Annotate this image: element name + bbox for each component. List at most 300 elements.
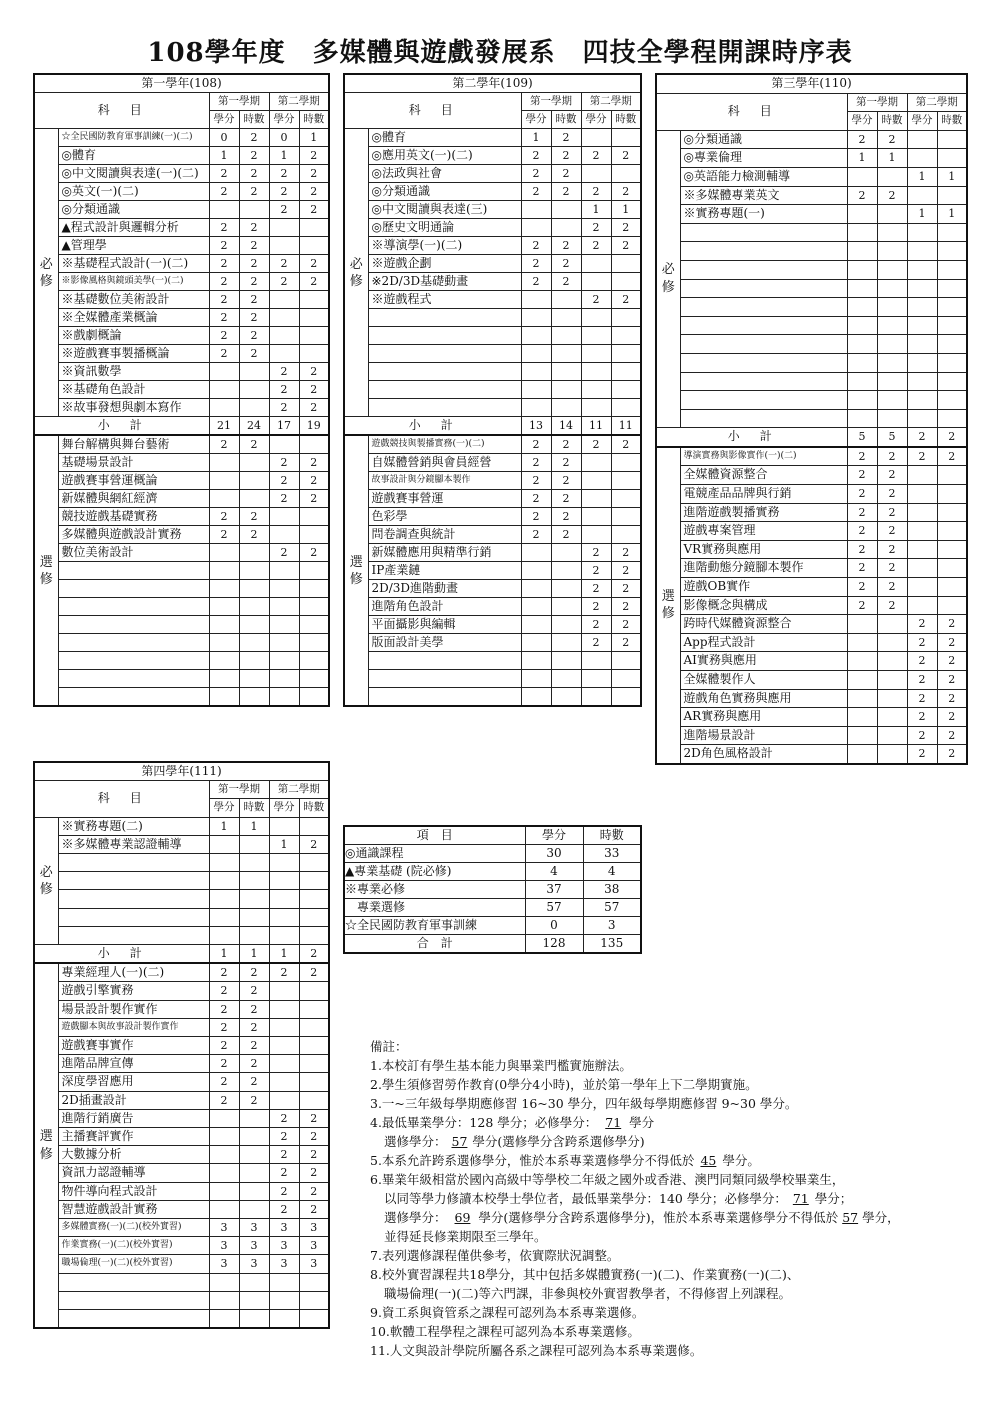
course-name: ◎應用英文(一)(二) [368, 147, 521, 165]
course-name: 遊戲專案管理 [680, 522, 847, 541]
course-value: 1 [521, 129, 551, 147]
course-row [34, 219, 329, 237]
course-value [269, 926, 299, 944]
course-value [299, 1273, 329, 1291]
course-value: 2 [847, 559, 877, 578]
course-value [551, 652, 581, 670]
course-value [611, 309, 641, 327]
course-value: 2 [521, 472, 551, 490]
summary-credit: 30 [525, 845, 583, 863]
course-name: 版面設計美學 [368, 634, 521, 652]
course-value: 2 [847, 130, 877, 149]
course-value [521, 201, 551, 219]
course-value: 2 [209, 1055, 239, 1073]
course-value: 2 [907, 689, 937, 708]
course-name: ◎體育 [58, 147, 209, 165]
course-name: IP產業鏈 [368, 562, 521, 580]
year-label: 第一學年(108) [34, 74, 329, 93]
course-row [656, 149, 967, 168]
course-value [847, 279, 877, 298]
semester-2-header: 第二學期 [269, 781, 329, 799]
course-value [269, 327, 299, 345]
course-value [299, 890, 329, 908]
course-value: 2 [239, 183, 269, 201]
course-value: 2 [209, 963, 239, 982]
course-row [344, 652, 641, 670]
course-row [34, 1036, 329, 1054]
course-value: 2 [581, 147, 611, 165]
course-row [344, 508, 641, 526]
course-value [269, 291, 299, 309]
course-row [656, 633, 967, 652]
course-value [239, 490, 269, 508]
course-value: 2 [611, 183, 641, 201]
course-row [34, 580, 329, 598]
course-name: ※遊戲賽事製播概論 [58, 345, 209, 363]
summary-total-label: 合 計 [344, 935, 525, 954]
course-row [656, 540, 967, 559]
course-value [611, 129, 641, 147]
course-value [907, 559, 937, 578]
course-name: ◎專業倫理 [680, 149, 847, 168]
course-name [680, 279, 847, 298]
course-name [680, 316, 847, 335]
course-name: ☆全民國防教育軍事訓練(一)(二) [58, 129, 209, 147]
summary-row [344, 845, 641, 863]
course-value [581, 309, 611, 327]
course-value: 2 [269, 165, 299, 183]
note-6: 6.畢業年級相當於國內高級中等學校二年級之國外或香港、澳門同類同級學校畢業生， [370, 1172, 845, 1187]
course-row [34, 835, 329, 853]
course-row [34, 1073, 329, 1091]
course-value [269, 652, 299, 670]
course-value [521, 381, 551, 399]
summary-total-hours: 135 [583, 935, 641, 954]
course-name [680, 372, 847, 391]
course-value [551, 219, 581, 237]
course-value: 2 [239, 219, 269, 237]
course-name [58, 926, 209, 944]
course-value [521, 652, 551, 670]
course-value [299, 872, 329, 890]
subtotal-label: 小 計 [344, 417, 521, 436]
course-row [344, 688, 641, 707]
course-name: 色彩學 [368, 508, 521, 526]
course-row [344, 616, 641, 634]
summary-item: 專業選修 [344, 899, 525, 917]
course-value [581, 381, 611, 399]
note-5 [370, 1151, 980, 1170]
course-name: ◎中文閱讀與表達(三) [368, 201, 521, 219]
course-row [656, 726, 967, 745]
course-value [581, 345, 611, 363]
course-row [656, 409, 967, 428]
semester-1-header: 第一學期 [521, 93, 581, 111]
summary-total-row [344, 935, 641, 954]
course-value [611, 327, 641, 345]
course-row [344, 381, 641, 399]
course-name: 遊戲腳本與故事設計製作實作 [58, 1018, 209, 1036]
subtotal-value: 11 [581, 417, 611, 436]
semester-2-hours-header: 時數 [937, 112, 967, 131]
course-value [299, 1291, 329, 1309]
course-value [209, 616, 239, 634]
course-name: ◎英語能力檢測輔導 [680, 167, 847, 186]
notes-title: 備註： [370, 1039, 408, 1054]
course-value [269, 580, 299, 598]
course-value [847, 409, 877, 428]
course-row [656, 279, 967, 298]
semester-2-credit-header: 學分 [269, 799, 299, 817]
course-value [209, 1182, 239, 1200]
course-value [611, 381, 641, 399]
course-row [34, 345, 329, 363]
course-value [847, 615, 877, 634]
course-name [680, 242, 847, 261]
course-row [34, 1164, 329, 1182]
course-value: 2 [611, 147, 641, 165]
notes [370, 1037, 980, 1360]
course-name: VR實務與應用 [680, 540, 847, 559]
course-row [34, 1219, 329, 1237]
subtotal-value: 2 [907, 428, 937, 447]
course-value: 2 [299, 1127, 329, 1145]
course-name: ※2D/3D基礎動畫 [368, 273, 521, 291]
note-6-text-b: 以同等學力修讀本校學士學位者，最低畢業學分：140 學分；必修學分： [384, 1191, 787, 1206]
course-name [368, 363, 521, 381]
course-value [299, 982, 329, 1000]
course-value: 2 [209, 165, 239, 183]
note-4-text: 4.最低畢業學分：128 學分；必修學分： [370, 1115, 598, 1130]
course-name [368, 327, 521, 345]
course-name [680, 335, 847, 354]
course-name [368, 688, 521, 707]
summary-total-credit: 128 [525, 935, 583, 954]
course-value: 2 [239, 526, 269, 544]
course-value [269, 1018, 299, 1036]
course-name: ▲管理學 [58, 237, 209, 255]
course-row [656, 689, 967, 708]
course-name: ◎歷史文明通論 [368, 219, 521, 237]
course-value: 3 [209, 1219, 239, 1237]
year2-table [343, 73, 642, 707]
course-value [299, 508, 329, 526]
course-value [239, 1127, 269, 1145]
course-value [239, 1309, 269, 1328]
semester-1-header: 第一學期 [847, 93, 907, 112]
course-row [344, 219, 641, 237]
course-row [656, 298, 967, 317]
course-value [937, 578, 967, 597]
course-value: 3 [269, 1219, 299, 1237]
course-name: ※遊戲企劃 [368, 255, 521, 273]
course-value [581, 327, 611, 345]
course-name: 數位美術設計 [58, 544, 209, 562]
course-value [611, 399, 641, 417]
course-value [877, 223, 907, 242]
course-value [551, 201, 581, 219]
course-value [611, 508, 641, 526]
course-value: 2 [239, 508, 269, 526]
course-name: 進階行銷廣告 [58, 1109, 209, 1127]
course-value [847, 298, 877, 317]
course-row [34, 544, 329, 562]
subtotal-value: 2 [937, 428, 967, 447]
course-value: 2 [551, 472, 581, 490]
course-value [269, 890, 299, 908]
note-4-text-c: 選修學分： [384, 1134, 447, 1149]
subject-header: 科 目 [344, 93, 521, 129]
course-value [907, 260, 937, 279]
course-row [656, 447, 967, 466]
course-name: 進階角色設計 [368, 598, 521, 616]
note-6-line-3 [370, 1208, 980, 1227]
course-value: 2 [209, 1036, 239, 1054]
course-value: 2 [937, 652, 967, 671]
course-value: 2 [299, 165, 329, 183]
course-row [34, 309, 329, 327]
course-value: 2 [877, 559, 907, 578]
course-row [34, 817, 329, 835]
subtotal-value: 13 [521, 417, 551, 436]
course-name: ◎分類通識 [680, 130, 847, 149]
note-9: 9.資工系與資管系之課程可認列為本系專業選修。 [370, 1305, 645, 1320]
course-value [239, 652, 269, 670]
course-value: 2 [521, 255, 551, 273]
course-value [581, 363, 611, 381]
note-4-text-b: 學分 [629, 1115, 655, 1130]
semester-2-credit-header: 學分 [581, 111, 611, 129]
course-name [58, 890, 209, 908]
course-name [58, 1273, 209, 1291]
course-row [656, 223, 967, 242]
course-row [34, 963, 329, 982]
course-value [581, 526, 611, 544]
semester-1-hours-header: 時數 [239, 111, 269, 129]
course-value [877, 633, 907, 652]
course-value [551, 363, 581, 381]
course-value: 2 [299, 490, 329, 508]
course-name: ◎分類通識 [58, 201, 209, 219]
course-value [239, 1146, 269, 1164]
course-value [239, 562, 269, 580]
course-value: 2 [937, 615, 967, 634]
course-row [34, 1255, 329, 1273]
course-value [877, 726, 907, 745]
required-label: 必修 [34, 817, 58, 944]
subject-header: 科 目 [34, 93, 209, 129]
note-1: 1.本校訂有學生基本能力與畢業門檻實施辦法。 [370, 1058, 632, 1073]
course-row [344, 183, 641, 201]
course-name: 新媒體與網紅經濟 [58, 490, 209, 508]
course-value [521, 291, 551, 309]
note-4-elective-credits: 57 [451, 1134, 468, 1149]
course-name: 深度學習應用 [58, 1073, 209, 1091]
course-row [34, 129, 329, 147]
course-value [269, 872, 299, 890]
course-value: 2 [239, 982, 269, 1000]
course-name: 故事設計與分鏡腳本製作 [368, 472, 521, 490]
course-value [907, 522, 937, 541]
summary-row [344, 917, 641, 935]
summary-item: ☆全民國防教育軍事訓練 [344, 917, 525, 935]
course-value [847, 708, 877, 727]
course-value [907, 466, 937, 485]
course-value: 1 [877, 149, 907, 168]
course-value: 2 [239, 255, 269, 273]
course-value: 2 [299, 201, 329, 219]
course-row [656, 167, 967, 186]
course-value: 0 [209, 129, 239, 147]
elective-label: 選修 [656, 447, 680, 764]
course-row [34, 652, 329, 670]
course-value [299, 854, 329, 872]
course-row [344, 544, 641, 562]
course-value: 2 [209, 273, 239, 291]
course-value [937, 335, 967, 354]
course-row [344, 454, 641, 472]
summary-credit: 0 [525, 917, 583, 935]
course-row [656, 260, 967, 279]
course-value [239, 1273, 269, 1291]
course-value: 2 [269, 381, 299, 399]
course-value [239, 472, 269, 490]
course-name: ※基礎程式設計(一)(二) [58, 255, 209, 273]
required-label: 必修 [344, 129, 368, 417]
course-value: 2 [551, 508, 581, 526]
course-value [937, 186, 967, 205]
course-value [209, 890, 239, 908]
course-value: 2 [551, 129, 581, 147]
course-name [368, 381, 521, 399]
course-row [344, 490, 641, 508]
course-value [209, 544, 239, 562]
course-value [581, 273, 611, 291]
course-row [344, 472, 641, 490]
course-row [34, 598, 329, 616]
course-row [656, 205, 967, 224]
course-value: 2 [521, 237, 551, 255]
course-value [521, 345, 551, 363]
course-value: 2 [209, 237, 239, 255]
note-5-text: 5.本系允許跨系選修學分，惟於本系專業選修學分不得低於 [370, 1153, 695, 1168]
course-name: 競技遊戲基礎實務 [58, 508, 209, 526]
summary-header-hours: 時數 [583, 826, 641, 845]
course-name: 基礎場景設計 [58, 454, 209, 472]
course-value [299, 1018, 329, 1036]
course-name: 遊戲OB實作 [680, 578, 847, 597]
note-6-text-f: 學分， [862, 1210, 900, 1225]
course-value [907, 298, 937, 317]
course-value: 1 [209, 817, 239, 835]
course-value: 2 [847, 596, 877, 615]
course-value [611, 165, 641, 183]
course-value [209, 854, 239, 872]
course-value [521, 616, 551, 634]
course-value [299, 237, 329, 255]
note-11: 11.人文與設計學院所屬各系之課程可認列為本系專業選修。 [370, 1343, 703, 1358]
course-name: 作業實務(一)(二)(校外實習) [58, 1237, 209, 1255]
course-name: ※全媒體產業概論 [58, 309, 209, 327]
course-row [34, 454, 329, 472]
course-value: 2 [269, 399, 299, 417]
course-value [521, 634, 551, 652]
course-row [34, 1237, 329, 1255]
course-value: 2 [269, 273, 299, 291]
course-value [239, 201, 269, 219]
course-name [58, 872, 209, 890]
course-value [907, 242, 937, 261]
course-value [877, 353, 907, 372]
course-value: 2 [611, 616, 641, 634]
course-name [58, 688, 209, 707]
summary-credit: 4 [525, 863, 583, 881]
course-value: 2 [209, 219, 239, 237]
course-value [209, 1109, 239, 1127]
course-name [680, 260, 847, 279]
course-value [877, 298, 907, 317]
course-row [656, 559, 967, 578]
course-value [269, 982, 299, 1000]
course-value [847, 316, 877, 335]
course-value [239, 598, 269, 616]
course-value: 2 [521, 165, 551, 183]
course-value: 2 [581, 183, 611, 201]
course-value [611, 652, 641, 670]
course-value: 2 [239, 1018, 269, 1036]
course-value [907, 130, 937, 149]
summary-row [344, 881, 641, 899]
course-value [239, 926, 269, 944]
course-value: 2 [611, 598, 641, 616]
course-value: 2 [937, 726, 967, 745]
course-value [581, 454, 611, 472]
course-row [34, 183, 329, 201]
course-value [239, 1200, 269, 1218]
course-value [551, 670, 581, 688]
course-value: 2 [907, 652, 937, 671]
course-value: 2 [581, 616, 611, 634]
course-name: App程式設計 [680, 633, 847, 652]
course-name: 遊戲競技與製播實務(一)(二) [368, 435, 521, 454]
course-value [269, 670, 299, 688]
course-value: 2 [299, 1109, 329, 1127]
course-name: 遊戲賽事營運 [368, 490, 521, 508]
summary-credit: 57 [525, 899, 583, 917]
course-name: 進階動態分鏡腳本製作 [680, 559, 847, 578]
course-row [34, 327, 329, 345]
course-value [239, 670, 269, 688]
course-value [239, 1164, 269, 1182]
note-4-elective [370, 1132, 980, 1151]
course-value: 2 [209, 309, 239, 327]
year-label: 第二學年(109) [344, 74, 641, 93]
course-value [877, 391, 907, 410]
course-row [656, 503, 967, 522]
year4-table [33, 761, 330, 1329]
course-value [847, 260, 877, 279]
course-value [877, 242, 907, 261]
course-value: 2 [877, 522, 907, 541]
course-value: 2 [239, 345, 269, 363]
course-value [611, 454, 641, 472]
course-value: 2 [551, 237, 581, 255]
subtotal-row [34, 944, 329, 963]
course-value: 2 [239, 165, 269, 183]
course-row [34, 363, 329, 381]
course-value: 2 [269, 454, 299, 472]
course-value [611, 273, 641, 291]
